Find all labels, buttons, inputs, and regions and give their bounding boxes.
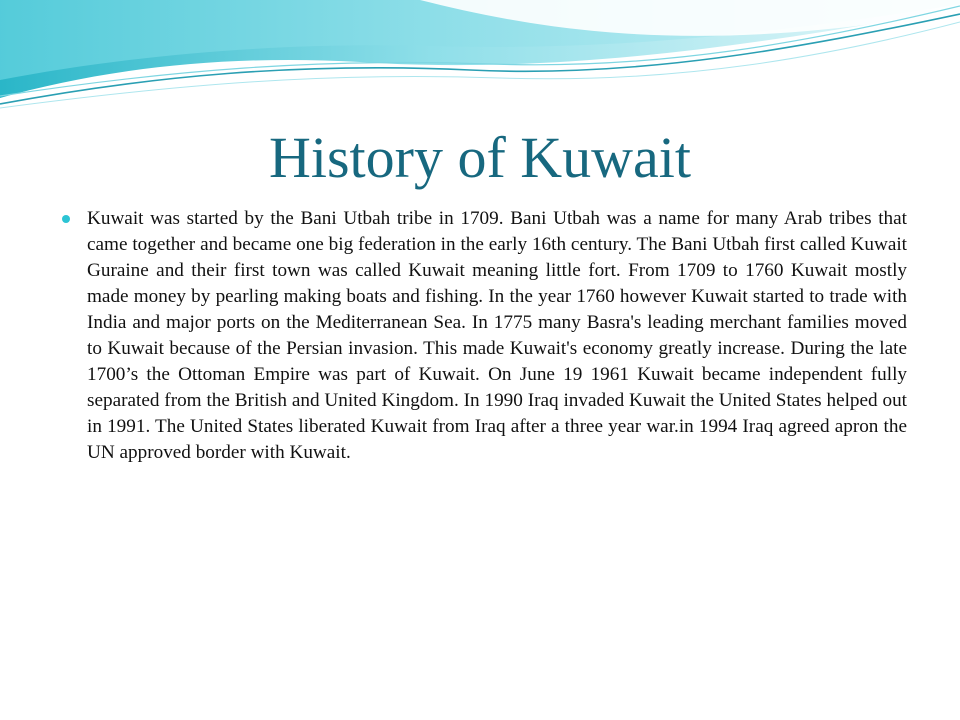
bullet-item xyxy=(62,206,907,466)
slide-title: History of Kuwait xyxy=(268,125,692,190)
content-body xyxy=(62,206,907,466)
wave-header-decoration xyxy=(0,0,960,120)
bullet-text: Kuwait was started by the Bani Utbah tribe in 1709. Bani Utbah was a name for many Arab tribes that came together and became one big federation in the early 16th century. The Bani Utbah first called Kuwait Guraine and their first town was called Kuwait meaning little fort. From 1709 to 1760 Kuwait mostly made money by pearling making boats and fishing. In the year 1760 however Kuwait started to trade with India and major ports on the Mediterranean Sea. In 1775 many Basra's leading merchant families moved to Kuwait because of the Persian invasion. This made Kuwait's economy greatly increase. During the late 1700’s the Ottoman Empire was part of Kuwait. On June 19 1961 Kuwait became independent fully separated from the British and United Kingdom. In 1990 Iraq invaded Kuwait the United States helped out in 1991. The United States liberated Kuwait from Iraq after a three year war.in 1994 Iraq agreed apron the UN approved border with Kuwait. xyxy=(87,208,907,463)
bullet-dot-icon xyxy=(62,215,70,223)
